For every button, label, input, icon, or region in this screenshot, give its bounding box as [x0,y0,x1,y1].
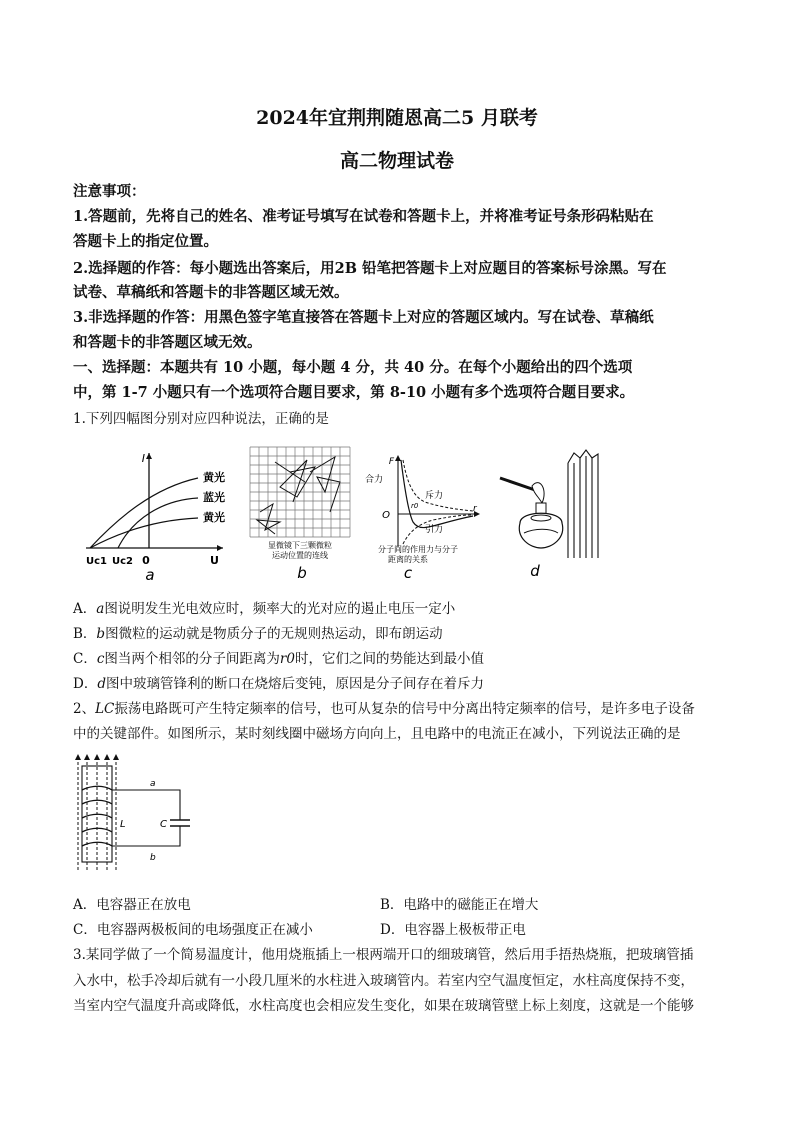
option-d: D．电容器上极板带正电 [380,922,526,938]
axis-i-label: I [141,452,145,465]
figure-caption: 分子间的作用力与分子 [378,545,458,554]
origin-label: 0 [142,554,150,567]
figure-caption: 运动位置的连线 [272,551,328,560]
figure-lc-circuit [70,752,200,877]
figure-label: d [530,562,540,580]
curve-label: 蓝光 [203,491,225,504]
inductor-label: L [120,819,126,830]
option-c: C．电容器两极板间的电场强度正在减小 [73,922,313,938]
figure-caption: 显微镜下三颗微粒 [268,541,332,550]
curve-label: 黄光 [203,511,225,524]
r0-label: r0 [411,502,419,510]
option-d: D．d图中玻璃管锋利的断口在烧熔后变钝，原因是分子间存在着斥力 [73,676,484,692]
option-b: B．电路中的磁能正在增大 [380,897,539,913]
figure-label: a [145,566,155,583]
figure-caption: 距离的关系 [388,555,428,564]
uc1-label: Uc1 [86,556,108,567]
origin-label: O [382,510,390,521]
figure-a-photoelectric [78,448,248,583]
figure-b-brownian [245,442,360,584]
point-a-label: a [150,779,156,789]
question-3-line: 3.某同学做了一个简易温度计，他用烧瓶插上一根两端开口的细玻璃管，然后用手捂热烧瓶，把玻璃管插 [73,947,694,963]
question-3-line: 当室内空气温度升高或降低，水柱高度也会相应发生变化，如果在玻璃管壁上标上刻度，这就是一个能够 [73,998,694,1014]
notice-line: 答题卡上的指定位置。 [73,233,218,250]
question-3-line: 入水中，松手冷却后就有一小段几厘米的水柱进入玻璃管内。若室内空气温度恒定，水柱高度保持不变， [73,973,694,989]
notice-line: 2.选择题的作答：每小题选出答案后，用2B 铅笔把答题卡上对应题目的答案标号涂黑。写在 [73,260,667,277]
notice-line: 1.答题前，先将自己的姓名、准考证号填写在试卷和答题卡上，并将准考证号条形码粘贴在 [73,208,654,225]
notice-line: 试卷、草稿纸和答题卡的非答题区域无效。 [73,284,349,301]
curve-label: 黄光 [203,471,225,484]
notice-line: 3.非选择题的作答：用黑色签字笔直接答在答题卡上对应的答题区域内。写在试卷、草稿纸 [73,309,654,326]
axis-u-label: U [210,554,219,567]
capacitor-label: C [160,819,167,830]
figure-c-molecular-force [363,452,488,584]
chili-label: 斥力 [425,491,444,501]
point-b-label: b [150,853,156,863]
option-c: C．c图当两个相邻的分子间距离为r0时，它们之间的势能达到最小值 [73,651,484,667]
question-2-stem: 2、LC振荡电路既可产生特定频率的信号，也可从复杂的信号中分离出特定频率的信号，是许多电子设备 [73,701,695,717]
figure-label: c [403,564,413,582]
option-a: A．a图说明发生光电效应时，频率大的光对应的遏止电压一定小 [73,601,456,617]
option-b: B．b图微粒的运动就是物质分子的无规则热运动，即布朗运动 [73,626,443,642]
option-a: A．电容器正在放电 [73,897,191,913]
notice-line: 和答题卡的非答题区域无效。 [73,334,262,351]
notice-heading: 注意事项： [73,183,146,200]
question-1-stem: 1.下列四幅图分别对应四种说法，正确的是 [73,411,329,427]
figure-label: b [297,564,307,582]
heli-label: 合力 [365,475,384,485]
exam-title: 2024年宜荆荆随恩高二5 月联考 [256,107,538,129]
question-2-stem-line2: 中的关键部件。如图所示，某时刻线圈中磁场方向向上，且电路中的电流正在减小，下列说法正确的是 [73,726,681,742]
exam-subtitle: 高二物理试卷 [339,150,454,172]
yinli-label: 引力 [425,525,444,535]
axis-r-label: r [473,504,477,514]
axis-f-label: F [388,457,394,467]
section-heading: 中，第 1-7 小题只有一个选项符合题目要求，第 8-10 小题有多个选项符合题目要求。 [73,384,635,401]
figure-d-glass-tube [490,448,610,583]
uc2-label: Uc2 [112,556,134,567]
section-heading: 一、选择题：本题共有 10 小题，每小题 4 分，共 40 分。在每个小题给出的四个选项 [73,359,633,376]
